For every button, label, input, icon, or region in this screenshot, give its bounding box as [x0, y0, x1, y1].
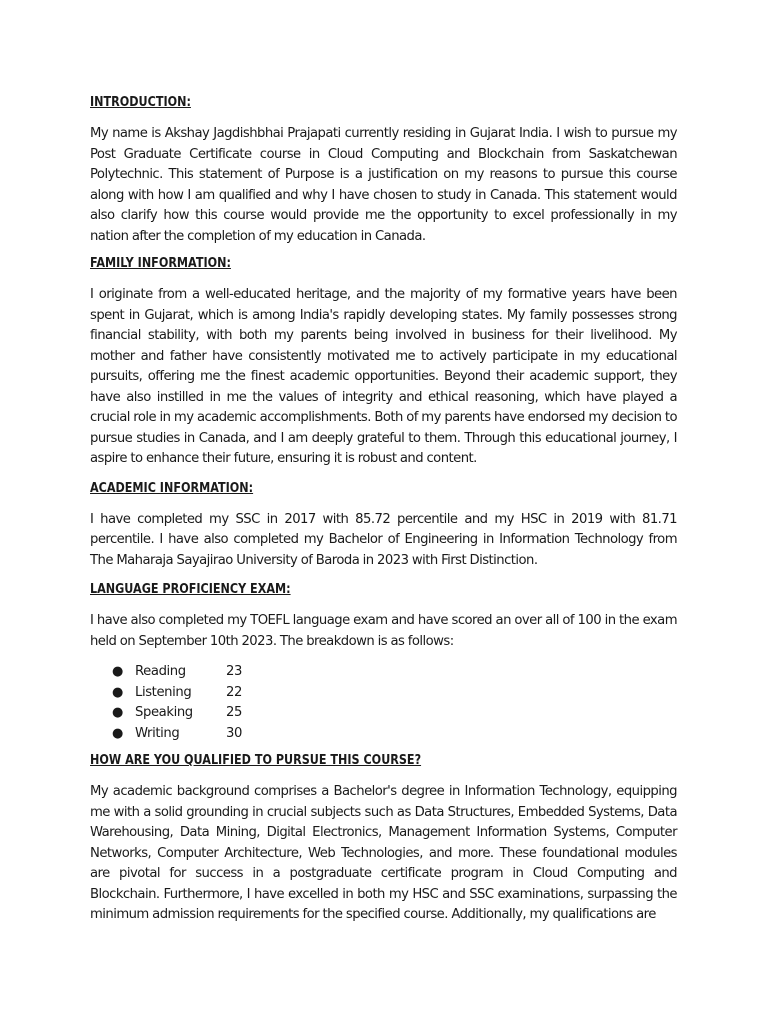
language-proficiency-heading: LANGUAGE PROFICIENCY EXAM:	[90, 582, 291, 597]
bullet-icon: ●	[112, 725, 123, 741]
list-item	[90, 662, 677, 683]
score-skill: Writing	[135, 725, 180, 741]
toefl-score-list	[90, 662, 677, 744]
list-item	[90, 724, 677, 745]
qualification-paragraph: My academic background comprises a Bachelor's degree in Information Technology, equipping me with a solid grounding in crucial subjects such as Data Structures, Embedded Systems, Data Warehousing, Data Mining, Digital Electronics, Management Information Systems, Computer Networks, Computer Architecture, Web Technologies, and more. These foundational modules are pivotal for success in a postgraduate certificate program in Cloud Computing and Blockchain. Furthermore, I have excelled in both my HSC and SSC examinations, surpassing the minimum admission requirements for the specified course. Additionally, my qualifications are	[90, 784, 677, 922]
list-item	[90, 703, 677, 724]
score-skill: Listening	[135, 684, 192, 700]
bullet-icon: ●	[112, 664, 123, 679]
score-value: 23	[226, 664, 242, 679]
score-value: 25	[226, 705, 242, 720]
family-information-heading: FAMILY INFORMATION:	[90, 256, 231, 271]
score-value: 30	[226, 725, 242, 741]
introduction-paragraph: My name is Akshay Jagdishbhai Prajapati currently residing in Gujarat India. I wish to pursue my Post Graduate Certificate course in Cloud Computing and Blockchain from Saskatchewan Polytechnic. This statement of Purpose is a justification on my reasons to pursue this course along with how I am qualified and why I have chosen to study in Canada. This statement would also clarify how this course would provide me the opportunity to excel professionally in my nation after the completion of my education in Canada.	[90, 126, 677, 244]
introduction-heading: INTRODUCTION:	[90, 95, 191, 110]
bullet-icon: ●	[112, 705, 123, 720]
score-skill: Reading	[135, 664, 186, 679]
qualification-heading: HOW ARE YOU QUALIFIED TO PURSUE THIS COURSE?	[90, 753, 422, 768]
academic-information-paragraph: I have completed my SSC in 2017 with 85.72 percentile and my HSC in 2019 with 81.71 percentile. I have also completed my Bachelor of Engineering in Information Technology from The Maharaja Sayajirao University of Baroda in 2023 with First Distinction.	[90, 511, 677, 568]
language-proficiency-paragraph: I have also completed my TOEFL language exam and have scored an over all of 100 in the exam held on September 10th 2023. The breakdown is as follows:	[90, 613, 677, 649]
score-skill: Speaking	[135, 705, 193, 720]
document-page	[90, 94, 677, 926]
list-item	[90, 683, 677, 704]
academic-information-heading: ACADEMIC INFORMATION:	[90, 480, 254, 496]
score-value: 22	[226, 684, 242, 700]
bullet-icon: ●	[112, 684, 123, 700]
family-information-paragraph: I originate from a well-educated heritage, and the majority of my formative years have been spent in Gujarat, which is among India's rapidly developing states. My family possesses strong financial stability, with both my parents being involved in business for their livelihood. My mother and father have consistently motivated me to actively participate in my educational pursuits, offering me the finest academic opportunities. Beyond their academic support, they have also instilled in me the values of integrity and ethical reasoning, which have played a crucial role in my academic accomplishments. Both of my parents have endorsed my decision to pursue studies in Canada, and I am deeply grateful to them. Through this educational journey, I aspire to enhance their future, ensuring it is robust and content.	[90, 287, 677, 466]
